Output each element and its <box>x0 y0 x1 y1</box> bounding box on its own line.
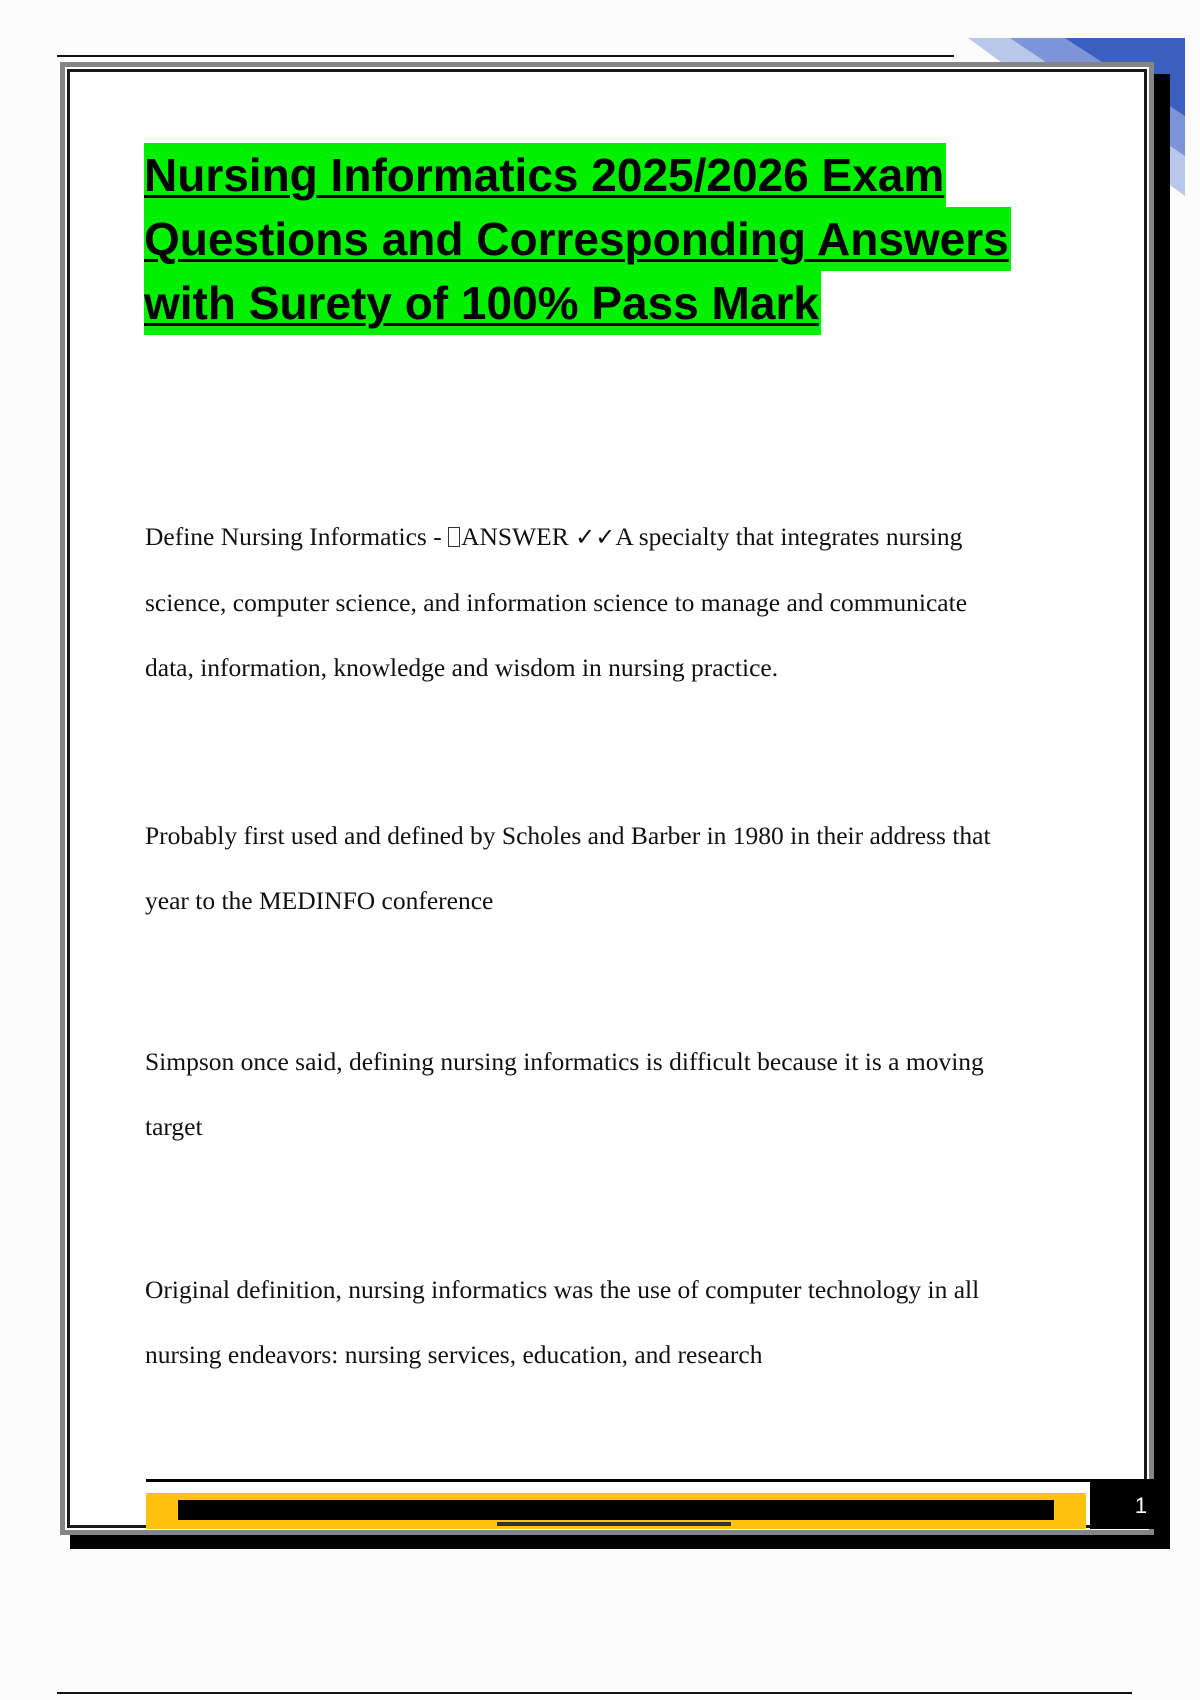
answer-line-2: science, computer science, and information science to manage and communicate <box>145 588 968 617</box>
paragraph-scholes-barber <box>145 803 1095 933</box>
paragraph-original-definition <box>145 1257 1095 1387</box>
top-rule <box>57 55 954 57</box>
question-text: Define Nursing Informatics - <box>145 522 449 551</box>
title-line-1: Nursing Informatics 2025/2026 Exam <box>144 143 946 207</box>
answer-marker-icon <box>448 527 460 547</box>
title-line-3: with Surety of 100% Pass Mark <box>144 271 821 335</box>
title-line-2: Questions and Corresponding Answers <box>144 207 1011 271</box>
paragraph-simpson <box>145 1029 1095 1159</box>
answer-label: ANSWER <box>461 522 569 551</box>
paragraph-line: target <box>145 1112 203 1141</box>
paragraph-line: Simpson once said, defining nursing informatics is difficult because it is a moving <box>145 1047 984 1076</box>
paragraph-line: year to the MEDINFO conference <box>145 886 494 915</box>
page-number: 1 <box>1090 1482 1162 1529</box>
paragraph-line: nursing endeavors: nursing services, education, and research <box>145 1340 763 1369</box>
paragraph-line: Probably first used and defined by Scholes and Barber in 1980 in their address that <box>145 821 991 850</box>
footer-rule <box>146 1479 1162 1482</box>
bottom-rule <box>57 1692 1132 1694</box>
qa-item-define-nursing-informatics <box>145 504 1095 700</box>
footer-band-inner <box>178 1500 1054 1520</box>
double-check-icon: ✓✓ <box>575 523 616 551</box>
paragraph-line: Original definition, nursing informatics was the use of computer technology in all <box>145 1275 980 1304</box>
answer-text-start: A specialty that integrates nursing <box>615 522 963 551</box>
answer-line-3: data, information, knowledge and wisdom in nursing practice. <box>145 653 779 682</box>
document-title <box>144 143 1074 335</box>
footer-tick <box>497 1522 731 1526</box>
qa-line-1 <box>145 504 1095 570</box>
